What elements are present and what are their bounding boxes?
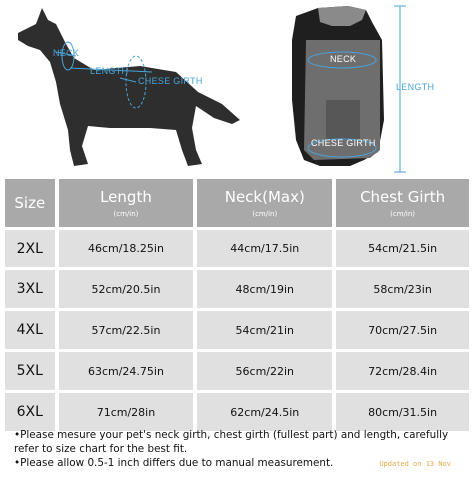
table-row bbox=[5, 311, 469, 349]
table-row bbox=[5, 270, 469, 308]
neck-cell: 44cm/17.5in bbox=[197, 230, 332, 267]
coat-neck-label: NECK bbox=[330, 54, 357, 64]
table-row bbox=[5, 230, 469, 267]
dog-length-label: LENGTH bbox=[90, 66, 129, 76]
dog-silhouette bbox=[18, 8, 240, 166]
note-item: •Please mesure your pet's neck girth, chest girth (fullest part) and length, carefully refer to size chart for the best fit. bbox=[14, 429, 449, 455]
header-neck: Neck(Max) (cm/in) bbox=[197, 179, 332, 227]
size-illustration bbox=[0, 0, 473, 178]
size-cell: 5XL bbox=[5, 352, 55, 390]
size-cell: 2XL bbox=[5, 230, 55, 267]
chest-cell: 54cm/21.5in bbox=[336, 230, 469, 267]
size-cell: 4XL bbox=[5, 311, 55, 349]
size-cell: 6XL bbox=[5, 393, 55, 431]
size-cell: 3XL bbox=[5, 270, 55, 308]
chest-cell: 70cm/27.5in bbox=[336, 311, 469, 349]
dog-chest-label: CHESE GIRTH bbox=[138, 76, 203, 86]
table-row bbox=[5, 393, 469, 431]
table-row bbox=[5, 352, 469, 390]
neck-cell: 48cm/19in bbox=[197, 270, 332, 308]
chest-cell: 80cm/31.5in bbox=[336, 393, 469, 431]
updated-stamp: Updated on 13 Nov bbox=[379, 460, 451, 468]
length-cell: 46cm/18.25in bbox=[59, 230, 194, 267]
coat-chest-label: CHESE GIRTH bbox=[311, 138, 376, 148]
neck-cell: 54cm/21in bbox=[197, 311, 332, 349]
header-chest-girth: Chest Girth (cm/in) bbox=[336, 179, 469, 227]
note-item: •Please allow 0.5-1 inch differs due to manual measurement. bbox=[14, 457, 334, 469]
neck-cell: 62cm/24.5in bbox=[197, 393, 332, 431]
dog-neck-label: NECK bbox=[53, 48, 80, 58]
header-length: Length (cm/in) bbox=[59, 179, 194, 227]
chest-cell: 58cm/23in bbox=[336, 270, 469, 308]
header-size: Size bbox=[5, 179, 55, 227]
length-cell: 57cm/22.5in bbox=[59, 311, 194, 349]
length-cell: 71cm/28in bbox=[59, 393, 194, 431]
neck-cell: 56cm/22in bbox=[197, 352, 332, 390]
length-cell: 63cm/24.75in bbox=[59, 352, 194, 390]
chest-cell: 72cm/28.4in bbox=[336, 352, 469, 390]
length-cell: 52cm/20.5in bbox=[59, 270, 194, 308]
table-header-row bbox=[5, 179, 469, 227]
coat-length-label: LENGTH bbox=[396, 82, 435, 92]
